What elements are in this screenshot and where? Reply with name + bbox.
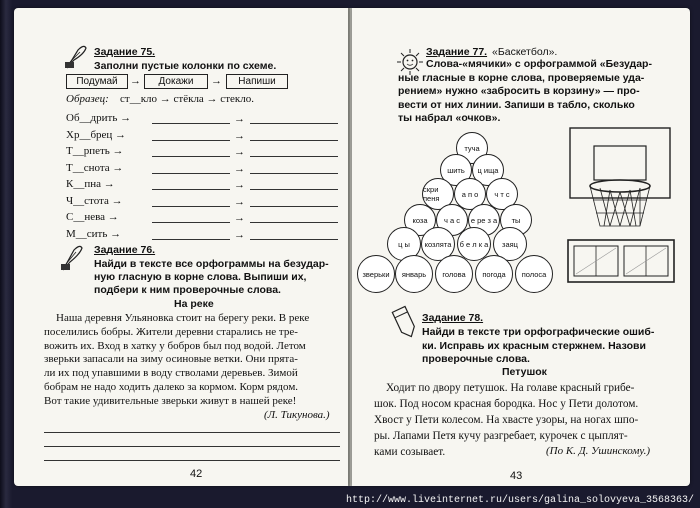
task78-instruction-line: Найди в тексте три орфографические ошиб- <box>422 326 655 338</box>
blank-line-write[interactable] <box>250 222 338 223</box>
answer-line[interactable] <box>44 460 340 461</box>
word-ball[interactable]: ц ы <box>387 227 421 261</box>
scheme-arrow: → <box>130 75 141 87</box>
example-text: ст__кло → стёкла → стекло. <box>120 93 254 105</box>
word-ball[interactable]: а п о <box>454 178 486 210</box>
story-line: ры. Лапами Петя кучу разгребает, курочек с цыплят- <box>374 430 628 442</box>
task78-instruction-line: проверочные слова. <box>422 353 530 365</box>
pencil-icon <box>392 306 418 340</box>
word-ball[interactable]: погода <box>475 255 513 293</box>
word-ball[interactable]: козлята <box>421 227 455 261</box>
example-label: Образец: <box>66 93 109 105</box>
story-line: Вот такие удивительные зверьки живут в нашей реке! <box>44 394 297 407</box>
word-ball[interactable]: ч а с <box>436 204 468 236</box>
blank-line-write[interactable] <box>250 206 338 207</box>
word-row: К__пна → <box>66 178 115 190</box>
blank-line-write[interactable] <box>250 173 338 174</box>
story-author-ushinsky: (По К. Д. Ушинскому.) <box>546 445 650 457</box>
story-river <box>44 312 340 409</box>
blank-line-write[interactable] <box>250 156 338 157</box>
word-ball[interactable]: б е л к а <box>457 227 491 261</box>
watermark-url: http://www.liveinternet.ru/users/galina_solovyeva_3568363/ <box>345 495 694 506</box>
word-row: Хр__брец → <box>66 128 127 141</box>
word-ball[interactable]: е ре з а <box>468 204 500 236</box>
word-row: Об__дрить → <box>66 112 132 124</box>
row-arrow: → <box>234 162 245 175</box>
row-arrow: → <box>234 195 245 208</box>
blank-line-prove[interactable] <box>152 140 230 141</box>
task77-instruction-line: ты набрал «очков». <box>398 112 501 124</box>
word-row: М__сить → <box>66 227 122 240</box>
word-ball[interactable]: ты <box>500 204 532 236</box>
blank-line-write[interactable] <box>250 123 338 124</box>
task78-title: Задание 78. <box>422 312 484 324</box>
row-arrow: → <box>234 228 245 241</box>
story-line: ками созывает. <box>374 446 446 458</box>
story-line: поселились бобры. Жители деревни старались не тре- <box>44 325 298 338</box>
blank-line-write[interactable] <box>250 189 338 190</box>
blank-line-write[interactable] <box>250 140 338 141</box>
story-author: (Л. Тикунова.) <box>264 409 330 421</box>
word-ball[interactable]: ч т с <box>486 178 518 210</box>
word-ball[interactable]: туча <box>456 132 488 164</box>
word-ball[interactable]: шить <box>440 154 472 186</box>
quill-icon <box>60 244 84 272</box>
word-ball[interactable]: полоса <box>515 255 553 293</box>
story-line: Хвост у Пети колесом. На хвасте узоры, на ногах шпо- <box>374 414 639 426</box>
word-row: С__нева → <box>66 211 119 223</box>
page-number-right: 43 <box>510 470 523 482</box>
story-title-rooster: Петушок <box>502 366 547 378</box>
story-title-river: На реке <box>174 298 214 310</box>
task77-instruction-line: вести от них линии. Запиши в табло, сколько <box>398 98 635 111</box>
task76-instruction-1: Найди в тексте все орфограммы на безудар- <box>94 258 329 270</box>
task77-instruction-line: рением» нужно «забросить в корзину» — про- <box>398 85 640 97</box>
word-row: Ч__стота → <box>66 194 123 207</box>
task76-instruction-2: ную гласную в корне слова. Выпиши их, <box>94 271 307 283</box>
word-ball[interactable]: январь <box>395 255 433 293</box>
blank-line-prove[interactable] <box>152 189 230 190</box>
blank-line-prove[interactable] <box>152 173 230 174</box>
scheme-arrow: → <box>211 75 222 87</box>
blank-line-prove[interactable] <box>152 123 230 124</box>
task77-title: Задание 77. <box>426 46 488 58</box>
word-ball[interactable]: заяц <box>493 227 527 261</box>
word-ball[interactable]: ц ища <box>472 154 504 186</box>
basketball-hoop-icon <box>566 126 676 236</box>
blank-line-prove[interactable] <box>152 156 230 157</box>
scheme-box-think: Подумай <box>66 74 128 89</box>
blank-line-prove[interactable] <box>152 206 230 207</box>
task77-instruction-line: ные гласные в корне слова, проверяемые уда- <box>398 71 645 84</box>
word-ball[interactable]: зверьки <box>357 255 395 293</box>
task77-instruction-line: Слова-«мячики» с орфограммой «Безудар- <box>426 58 652 70</box>
row-arrow: → <box>234 129 245 142</box>
task76-instruction-3: подбери к ним проверочные слова. <box>94 284 281 296</box>
row-arrow: → <box>234 179 245 191</box>
story-line: ли их под упавшими в воду стволами деревьев. Зимой <box>44 367 298 380</box>
word-row: Т__снота → <box>66 161 124 174</box>
answer-line[interactable] <box>44 432 340 433</box>
task76-title: Задание 76. <box>94 244 156 256</box>
story-line: Ходит по двору петушок. На голаве красный грибе- <box>386 382 635 394</box>
blank-line-write[interactable] <box>250 239 338 240</box>
story-line: шок. Под носом красная бородка. Нос у Пети долотом. <box>374 398 639 410</box>
word-row: Т__рпеть → <box>66 145 124 157</box>
task75-instruction: Заполни пустые колонки по схеме. <box>94 60 277 72</box>
answer-line[interactable] <box>44 446 340 447</box>
story-line: зверьки запасали на зиму осиновые ветки. Они прята- <box>44 353 298 366</box>
row-arrow: → <box>234 113 245 125</box>
blank-line-prove[interactable] <box>152 239 230 240</box>
row-arrow: → <box>234 146 245 158</box>
word-ball[interactable]: голова <box>435 255 473 293</box>
blank-line-prove[interactable] <box>152 222 230 223</box>
word-ball[interactable]: коза <box>404 204 436 236</box>
page-number-left: 42 <box>190 468 203 480</box>
word-ball[interactable]: скри пеня <box>422 178 454 210</box>
story-line: бобрам не надо ходить далеко за кормом. Корм рядом. <box>44 380 299 393</box>
page-42 <box>14 8 348 486</box>
task77-title-extra: «Баскетбол». <box>492 46 558 58</box>
page-43 <box>352 8 690 486</box>
quill-icon <box>64 44 88 70</box>
scoreboard-icon <box>566 238 678 286</box>
story-line: Наша деревня Ульяновка стоит на берегу реки. В реке <box>56 312 310 324</box>
scheme-box-write: Напиши <box>226 74 288 89</box>
scheme-box-prove: Докажи <box>144 74 208 89</box>
story-line: вожить их. Вход в хатку у бобров был под водой. Летом <box>44 339 306 352</box>
row-arrow: → <box>234 212 245 224</box>
task78-instruction-line: ки. Исправь их красным стержнем. Назови <box>422 339 646 352</box>
task75-title: Задание 75. <box>94 46 156 58</box>
